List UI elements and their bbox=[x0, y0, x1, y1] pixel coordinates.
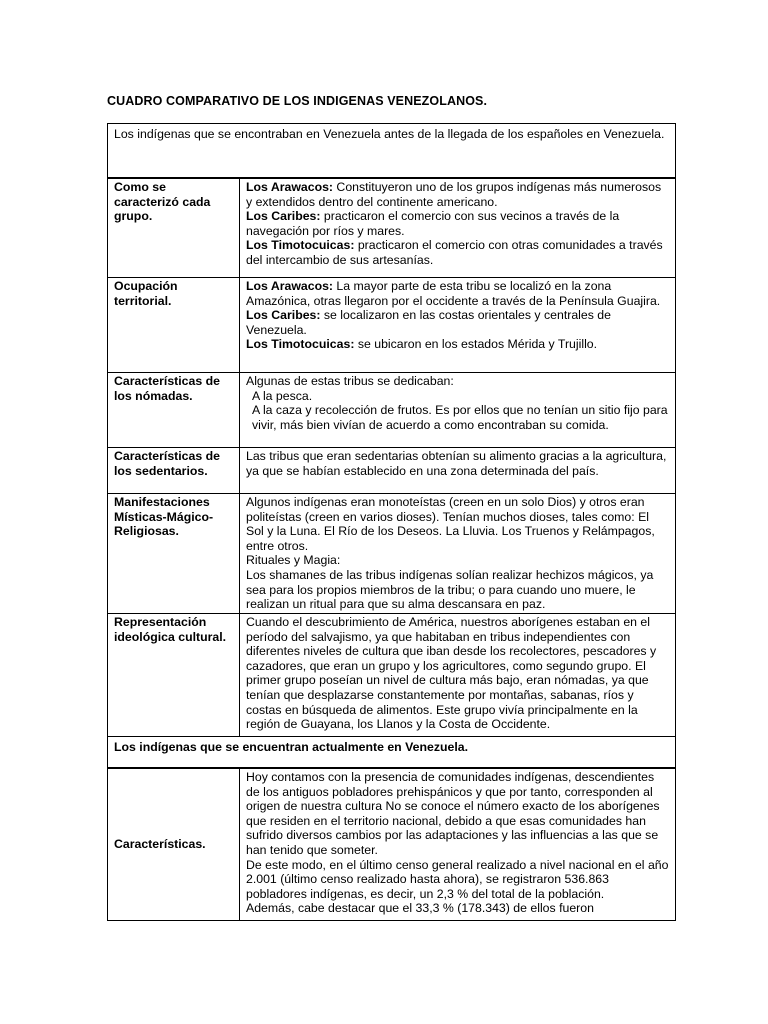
group-text: practicaron el comercio con sus vecinos a través de la navegación por ríos y mares. bbox=[246, 209, 620, 238]
row-text: Los shamanes de las tribus indígenas solían realizar hechizos mágicos, ya sea para los propios miembros de la tribu; o para cuando uno muere, le realizan un ritual para que su alma descansara en paz. bbox=[246, 567, 654, 612]
current-heading: Los indígenas que se encuentran actualmente en Venezuela. bbox=[114, 740, 468, 754]
row-text: Algunas de estas tribus se dedicaban: bbox=[246, 374, 454, 388]
intro-box bbox=[107, 123, 676, 178]
row-label: Ocupación territorial. bbox=[108, 278, 240, 373]
table-row bbox=[108, 373, 676, 448]
row-content bbox=[240, 769, 676, 921]
row-content bbox=[240, 373, 676, 448]
comparison-table bbox=[107, 178, 676, 737]
group-text: practicaron el comercio con otras comunidades a través del intercambio de sus artesanías. bbox=[246, 238, 663, 267]
group-name: Los Timotocuicas: bbox=[246, 337, 355, 352]
table-row bbox=[108, 278, 676, 373]
group-text: se localizaron en las costas orientales y centrales de Venezuela. bbox=[246, 308, 611, 337]
group-name: Los Caribes: bbox=[246, 209, 321, 224]
row-label: Características de los nómadas. bbox=[108, 373, 240, 448]
group-text: se ubicaron en los estados Mérida y Trujillo. bbox=[354, 337, 598, 352]
current-table bbox=[107, 768, 676, 921]
current-heading-box bbox=[107, 736, 676, 768]
table-row bbox=[108, 614, 676, 737]
row-content bbox=[240, 179, 676, 278]
row-label: Características. bbox=[108, 769, 240, 921]
row-content bbox=[240, 278, 676, 373]
row-text: Además, cabe destacar que el 33,3 % (178.343) de ellos fueron bbox=[246, 901, 594, 916]
document-title: CUADRO COMPARATIVO DE LOS INDIGENAS VENEZOLANOS. bbox=[107, 94, 488, 108]
group-name: Los Arawacos: bbox=[246, 279, 334, 293]
intro-text: Los indígenas que se encontraban en Venezuela antes de la llegada de los españoles en Venezuela. bbox=[114, 127, 665, 141]
row-content: Cuando el descubrimiento de América, nuestros aborígenes estaban en el período del salvajismo, ya que habitaban en tribus independientes con diferentes niveles de cultura que iban desde los recolectores, pescadores y cazadores, que eran un grupo y los agricultores, como segundo grupo. El primer grupo poseían un nivel de cultura más bajo, eran nómadas, ya que tenían que desplazarse constantemente por montañas, sabanas, ríos y costas en búsqueda de alimentos. Este grupo vivía principalmente en la región de Guayana, los Llanos y la Costa de Occidente. bbox=[240, 614, 676, 737]
group-name: Los Caribes: bbox=[246, 308, 321, 323]
row-text: De este modo, en el último censo general realizado a nivel nacional en el año 2.001 (último censo realizado hasta ahora), se registraron 536.863 pobladores indígenas, es decir, un 2,3 % del total de la población. bbox=[246, 857, 669, 901]
row-content: Las tribus que eran sedentarias obtenían su alimento gracias a la agricultura, ya que se habían establecido en una zona determinada del país. bbox=[240, 448, 676, 494]
row-text: Hoy contamos con la presencia de comunidades indígenas, descendientes de los antiguos pobladores prehispánicos y que por tanto, corresponden al origen de nuestra cultura No se conoce el número exacto de los aborígenes que residen en el territorio nacional, debido a que esas comunidades han sufrido diversos cambios por las adaptaciones y las influencias a las que se han tenido que someter. bbox=[246, 770, 660, 857]
row-text: Rituales y Magia: bbox=[246, 553, 341, 568]
row-label: Representación ideológica cultural. bbox=[108, 614, 240, 737]
table-row bbox=[108, 769, 676, 921]
row-label: Manifestaciones Místicas-Mágico-Religiosas. bbox=[108, 494, 240, 614]
group-text: Constituyeron uno de los grupos indígenas más numerosos y extendidos dentro del continente americano. bbox=[246, 180, 662, 209]
row-text: Algunos indígenas eran monoteístas (creen en un solo Dios) y otros eran politeístas (creen en varios dioses). Tenían muchos dioses, tales como: El Sol y la Luna. El Río de los Deseos. La Lluvia. Los Truenos y Relámpagos, entre otros. bbox=[246, 495, 655, 553]
table-row bbox=[108, 179, 676, 278]
group-name: Los Timotocuicas: bbox=[246, 238, 355, 253]
group-text: La mayor parte de esta tribu se localizó en la zona Amazónica, otras llegaron por el occidente a través de la Península Guajira. bbox=[246, 279, 661, 308]
row-text: A la pesca. bbox=[252, 388, 313, 403]
table-row bbox=[108, 494, 676, 614]
row-label: Como se caracterizó cada grupo. bbox=[108, 179, 240, 278]
table-row bbox=[108, 448, 676, 494]
group-name: Los Arawacos: bbox=[246, 180, 334, 194]
row-content bbox=[240, 494, 676, 614]
row-text: A la caza y recolección de frutos. Es por ellos que no tenían un sitio fijo para vivir, más bien vivían de acuerdo a como encontraban su comida. bbox=[252, 403, 668, 432]
row-label: Características de los sedentarios. bbox=[108, 448, 240, 494]
